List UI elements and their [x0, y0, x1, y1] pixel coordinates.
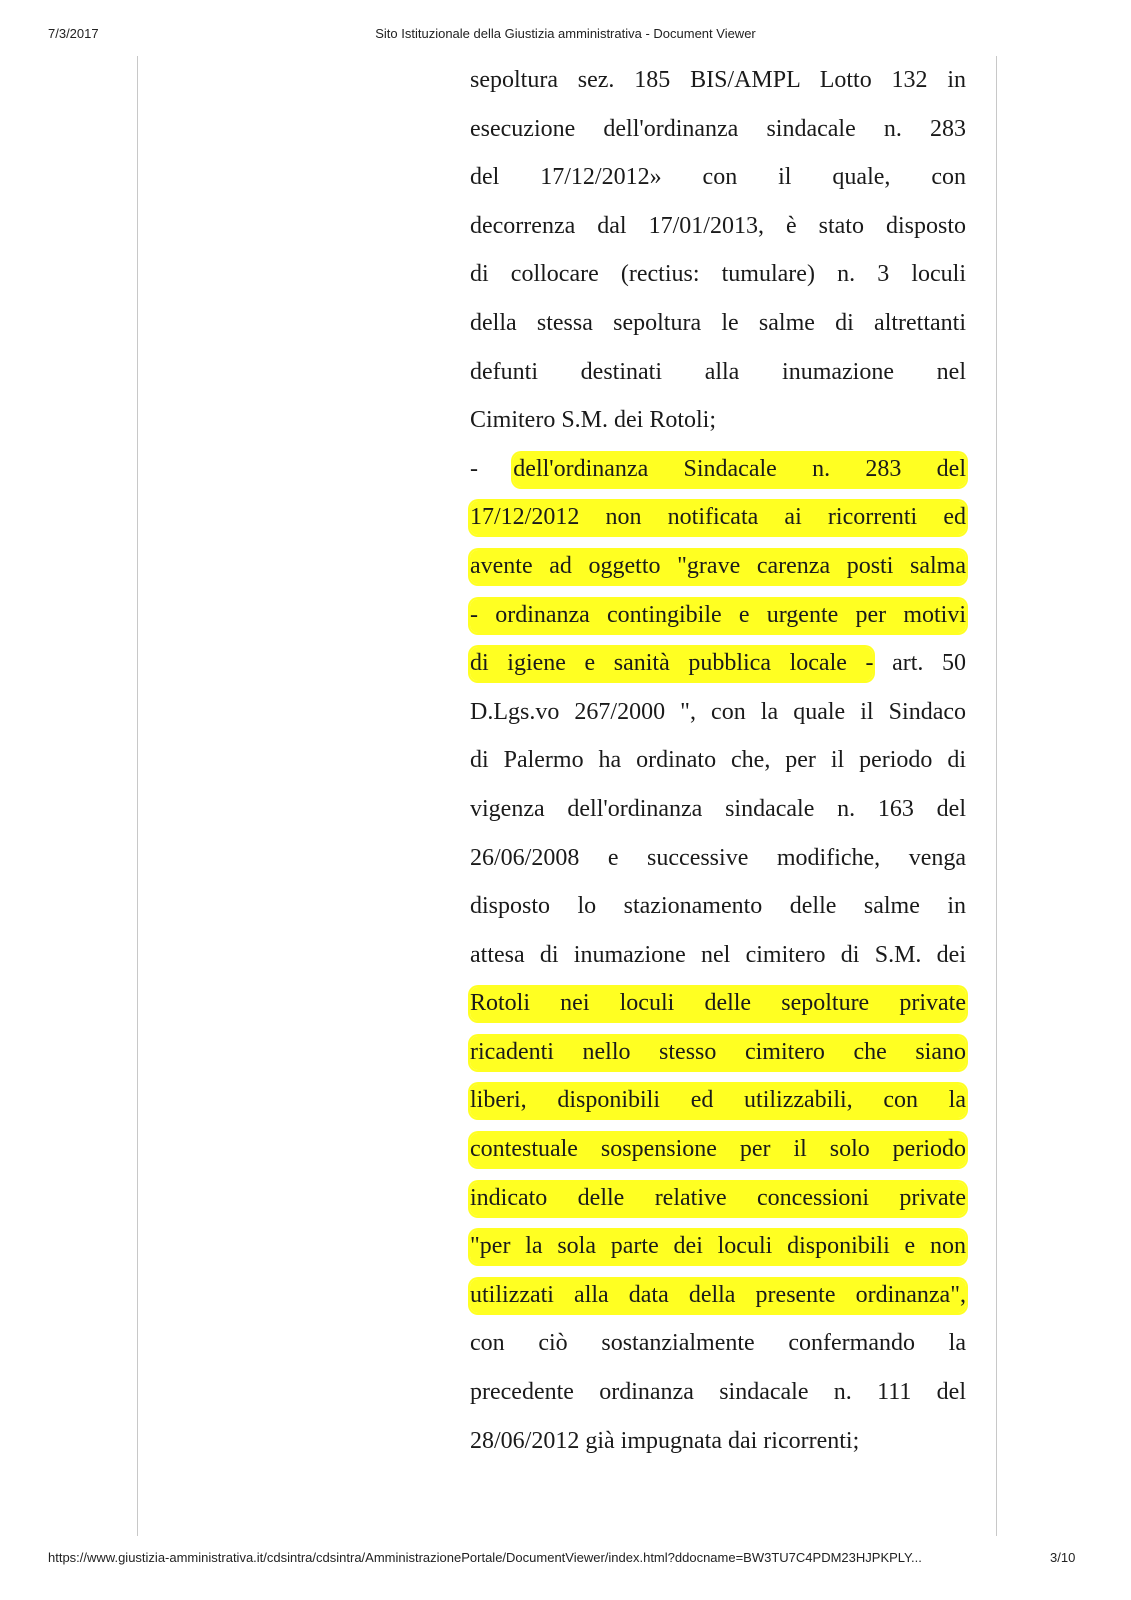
text-line	[470, 882, 966, 931]
text-line	[470, 396, 966, 445]
text-segment: del 17/12/2012» con il quale, con	[470, 164, 966, 191]
text-segment: precedente ordinanza sindacale n. 111 del	[470, 1379, 966, 1406]
text-line	[470, 785, 966, 834]
text-segment: di Palermo ha ordinato che, per il periodo di	[470, 747, 966, 774]
text-line	[470, 1319, 966, 1368]
text-segment: -	[470, 455, 514, 482]
text-line	[470, 931, 966, 980]
document-body	[470, 56, 966, 1465]
text-line	[470, 979, 966, 1028]
text-segment: sepoltura sez. 185 BIS/AMPL Lotto 132 in	[470, 67, 966, 93]
highlighted-text: 17/12/2012 non notificata ai ricorrenti ed	[470, 501, 966, 535]
left-margin-rule	[137, 56, 138, 1536]
text-line	[470, 736, 966, 785]
text-line	[470, 1222, 966, 1271]
text-segment: decorrenza dal 17/01/2013, è stato disposto	[470, 212, 966, 239]
text-line	[470, 348, 966, 397]
page-title: Sito Istituzionale della Giustizia amministrativa - Document Viewer	[375, 26, 756, 41]
highlighted-text: di igiene e sanità pubblica locale -	[470, 647, 873, 681]
right-margin-rule	[996, 56, 997, 1536]
highlighted-text: Rotoli nei loculi delle sepolture private	[470, 987, 966, 1021]
text-segment: della stessa sepoltura le salme di altrettanti	[470, 309, 966, 336]
text-line	[470, 105, 966, 154]
page-number: 3/10	[1050, 1550, 1076, 1565]
text-line	[470, 542, 966, 591]
text-line	[470, 1271, 966, 1320]
text-segment: esecuzione dell'ordinanza sindacale n. 283	[470, 115, 966, 142]
text-segment: attesa di inumazione nel cimitero di S.M. dei	[470, 941, 966, 968]
text-line	[470, 299, 966, 348]
highlighted-text: avente ad oggetto "grave carenza posti salma	[470, 550, 966, 584]
text-line	[470, 202, 966, 251]
highlighted-text: indicato delle relative concessioni private	[470, 1182, 966, 1216]
highlighted-text: contestuale sospensione per il solo periodo	[470, 1133, 966, 1167]
text-line	[470, 1417, 966, 1466]
text-segment: vigenza dell'ordinanza sindacale n. 163 del	[470, 795, 966, 822]
text-segment: art. 50	[873, 650, 966, 677]
text-segment: con ciò sostanzialmente confermando la	[470, 1330, 966, 1357]
highlighted-text: "per la sola parte dei loculi disponibili e non	[470, 1230, 966, 1264]
text-segment: di collocare (rectius: tumulare) n. 3 loculi	[470, 261, 966, 288]
text-line	[470, 591, 966, 640]
text-line	[470, 1368, 966, 1417]
text-segment: defunti destinati alla inumazione nel	[470, 358, 966, 385]
text-line	[470, 250, 966, 299]
text-line	[470, 1174, 966, 1223]
text-line	[470, 1076, 966, 1125]
text-line	[470, 56, 966, 105]
text-segment: disposto lo stazionamento delle salme in	[470, 893, 966, 920]
text-segment: 28/06/2012 già impugnata dai ricorrenti;	[470, 1427, 860, 1454]
footer-url: https://www.giustizia-amministrativa.it/cdsintra/cdsintra/AmministrazionePortale/DocumentViewer/index.html?ddocname=BW3TU7C4PDM23HJPKPLY...	[48, 1550, 922, 1565]
text-line	[470, 1125, 966, 1174]
print-header	[0, 26, 1131, 46]
highlighted-text: liberi, disponibili ed utilizzabili, con la	[470, 1084, 966, 1118]
text-segment: D.Lgs.vo 267/2000 ", con la quale il Sindaco	[470, 698, 966, 725]
text-line	[470, 1028, 966, 1077]
text-line	[470, 688, 966, 737]
text-segment: Cimitero S.M. dei Rotoli;	[470, 407, 717, 434]
print-footer	[0, 1550, 1131, 1570]
highlighted-text: utilizzati alla data della presente ordinanza",	[470, 1279, 966, 1313]
text-segment: 26/06/2008 e successive modifiche, venga	[470, 844, 966, 871]
highlighted-text: ricadenti nello stesso cimitero che siano	[470, 1036, 966, 1070]
text-line	[470, 639, 966, 688]
text-line	[470, 834, 966, 883]
print-date: 7/3/2017	[48, 26, 99, 41]
text-line	[470, 153, 966, 202]
highlighted-text: dell'ordinanza Sindacale n. 283 del	[513, 453, 966, 487]
highlighted-text: - ordinanza contingibile e urgente per motivi	[470, 599, 966, 633]
text-line	[470, 445, 966, 494]
text-line	[470, 493, 966, 542]
